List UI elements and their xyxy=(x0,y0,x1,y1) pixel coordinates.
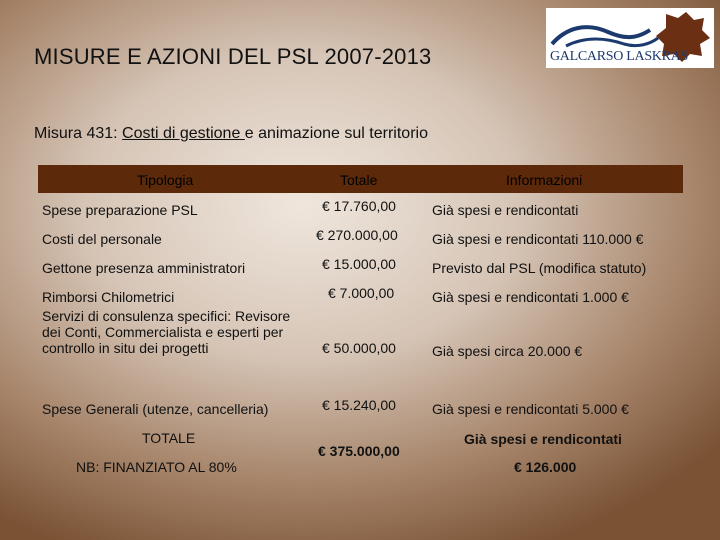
row-totale: € 270.000,00 xyxy=(316,227,398,243)
subtitle-prefix: Misura 431: xyxy=(34,125,123,142)
column-header-informazioni: Informazioni xyxy=(506,172,583,188)
row-info: Già spesi e rendicontati 110.000 € xyxy=(432,231,644,247)
subtitle xyxy=(34,125,428,143)
row-tipologia: Costi del personale xyxy=(42,231,162,247)
total-info-line2: € 126.000 xyxy=(514,459,577,475)
row-tipologia: Gettone presenza amministratori xyxy=(42,260,246,276)
row-tipologia: Spese Generali (utenze, cancelleria) xyxy=(42,401,269,417)
total-amount: € 375.000,00 xyxy=(318,443,400,459)
total-label: TOTALE xyxy=(142,430,196,446)
financing-note: NB: FINANZIATO AL 80% xyxy=(76,459,237,475)
row-totale: € 7.000,00 xyxy=(328,285,395,301)
row-totale: € 50.000,00 xyxy=(322,340,396,356)
total-info-line1: Già spesi e rendicontati xyxy=(464,431,622,447)
row-info: Già spesi e rendicontati 5.000 € xyxy=(432,401,629,417)
row-info: Già spesi e rendicontati 1.000 € xyxy=(432,289,629,305)
row-tipologia: Spese preparazione PSL xyxy=(42,202,198,218)
subtitle-underlined: Costi di gestione xyxy=(122,125,245,142)
row-tipologia: Servizi di consulenza specifici: Revisore dei Conti, Commercialista e esperti per controllo in situ dei progetti xyxy=(42,308,291,356)
logo xyxy=(546,8,714,68)
logo-text: GALCARSO LASKRAS xyxy=(550,49,688,64)
subtitle-suffix: e animazione sul territorio xyxy=(244,125,428,142)
column-header-tipologia: Tipologia xyxy=(137,172,194,188)
row-info: Previsto dal PSL (modifica statuto) xyxy=(432,260,647,276)
row-info: Già spesi e rendicontati xyxy=(432,202,579,218)
row-totale: € 15.000,00 xyxy=(322,256,396,272)
page-title: MISURE E AZIONI DEL PSL 2007-2013 xyxy=(34,44,432,69)
row-totale: € 15.240,00 xyxy=(322,397,396,413)
row-info: Già spesi circa 20.000 € xyxy=(432,343,583,359)
row-totale: € 17.760,00 xyxy=(322,198,396,214)
row-tipologia: Rimborsi Chilometrici xyxy=(42,289,175,305)
column-header-totale: Totale xyxy=(340,172,378,188)
